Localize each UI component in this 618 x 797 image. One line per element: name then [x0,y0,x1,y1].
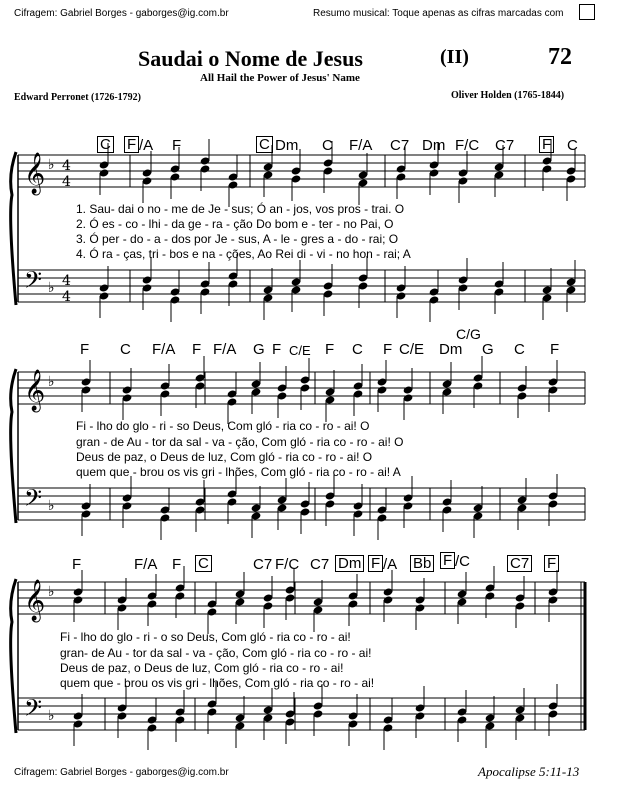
chord: C [120,341,131,358]
chord: Dm [422,137,446,154]
chord: F/C [455,137,480,154]
chord: Dm [439,341,463,358]
lyric-line: gran- de Au - tor da sal - va - ção, Com gló - ria co - ro - ai! [60,646,372,660]
chord: F [440,552,455,569]
chord: Bb [410,555,434,572]
bass-clef: 𝄢 [24,266,43,299]
lyric-line: quem que - brou os vis gri - lhões, Com gló - ria co - ro - ai! [60,676,375,690]
lyric-line: 1. Sau- dai o no - me de Je - sus; Ó an - jos, vos pros - trai. O [76,202,405,216]
chord: C/E [399,341,425,358]
chord: F [368,555,383,572]
key-flat: ♭ [48,498,55,514]
key-flat: ♭ [48,157,55,173]
chord: F [539,136,554,153]
chord: C7 [495,137,515,154]
treble-clef: 𝄞 [24,370,46,411]
lyric-line: 4. Ó ra - ças, tri - bos e na - ções, Ao Rei di - vi - no hon - rai; A [76,247,411,261]
chord: F [325,341,335,358]
hymn-subtitle: All Hail the Power of Jesus' Name [200,72,360,84]
lyric-line: 2. Ó es - co - lhi - da ge - ra - ção Do bom e - ter - no Pai, O [76,217,394,231]
time-signature: 4 [62,174,71,190]
chord: Dm [275,137,299,154]
key-flat: ♭ [48,374,55,390]
lyricist: Edward Perronet (1726-1792) [14,92,142,103]
system-brace [11,152,16,305]
chord: F [544,555,559,572]
key-flat: ♭ [48,280,55,296]
treble-clef: 𝄞 [24,153,46,194]
bass-clef: 𝄢 [24,694,43,727]
chord: F [172,556,182,573]
chord: /A [139,137,154,154]
chord: C [195,555,212,572]
chord: C [97,136,114,153]
chord: F/A [134,556,158,573]
lyric-line: 3. Ó per - do - a - dos por Je - sus, A - le - gres a - do - rai; O [76,232,399,246]
credit-header: Cifragem: Gabriel Borges - gaborges@ig.com.br [14,8,229,19]
lyric-line: Fi - lho do glo - ri - so Deus, Com gló - ria co - ro - ai! O [76,419,370,433]
composer: Oliver Holden (1765-1844) [451,90,565,101]
credit-footer: Cifragem: Gabriel Borges - gaborges@ig.com.br [14,767,229,778]
chord: /A [383,556,398,573]
chord: C [352,341,363,358]
lyric-line: Deus de paz, o Deus de luz, Com gló - ria co - ro - ai! O [76,450,373,464]
chord: Dm [335,555,364,572]
lyric-line: Fi - lho do glo - ri - o so Deus, Com gló - ria co - ro - ai! [60,630,351,644]
key-flat: ♭ [48,708,55,724]
lyric-line: Deus de paz, o Deus de luz, Com gló - ria co - ro - ai! [60,661,344,675]
chord: C [256,136,273,153]
lyric-line: gran - de Au - tor da sal - va - ção, Com gló - ria co - ro - ai! O [76,435,404,449]
chord: F/A [349,137,373,154]
hymn-number: 72 [548,44,572,70]
chord: F [172,137,182,154]
chord: F/A [152,341,176,358]
chord: F [383,341,393,358]
hymn-title: Saudai o Nome de Jesus [138,46,363,71]
chord: C7 [310,556,330,573]
chord: /C [455,553,470,570]
chord: F/C [275,556,300,573]
chord: C [322,137,333,154]
chord: F [192,341,202,358]
chord: C [567,137,578,154]
lyric-line: quem que - brou os vis gri - lhões, Com gló - ria co - ro - ai! A [76,465,401,479]
chord: F [550,341,560,358]
system-brace [11,579,16,733]
chord: G [253,341,265,358]
time-signature: 4 [62,289,71,305]
chord: C7 [390,137,410,154]
chord: C/G [456,326,481,342]
chord: F [72,556,82,573]
scripture-reference: Apocalipse 5:11-13 [478,764,580,779]
chord: F [80,341,90,358]
chord: F/A [213,341,237,358]
chord: F [124,136,139,153]
chord: C7 [507,555,532,572]
chord: C/E [289,343,311,358]
time-signature: 4 [62,158,71,174]
summary-note: Resumo musical: Toque apenas as cifras marcadas com [313,8,564,19]
hymn-part: (II) [440,46,469,68]
time-signature: 4 [62,273,71,289]
bass-clef: 𝄢 [24,484,43,517]
chord: C7 [253,556,273,573]
chord: F [272,341,282,358]
chord: C [514,341,525,358]
chord: G [482,341,494,358]
treble-clef: 𝄞 [24,580,46,621]
key-flat: ♭ [48,584,55,600]
system-brace [11,369,16,523]
